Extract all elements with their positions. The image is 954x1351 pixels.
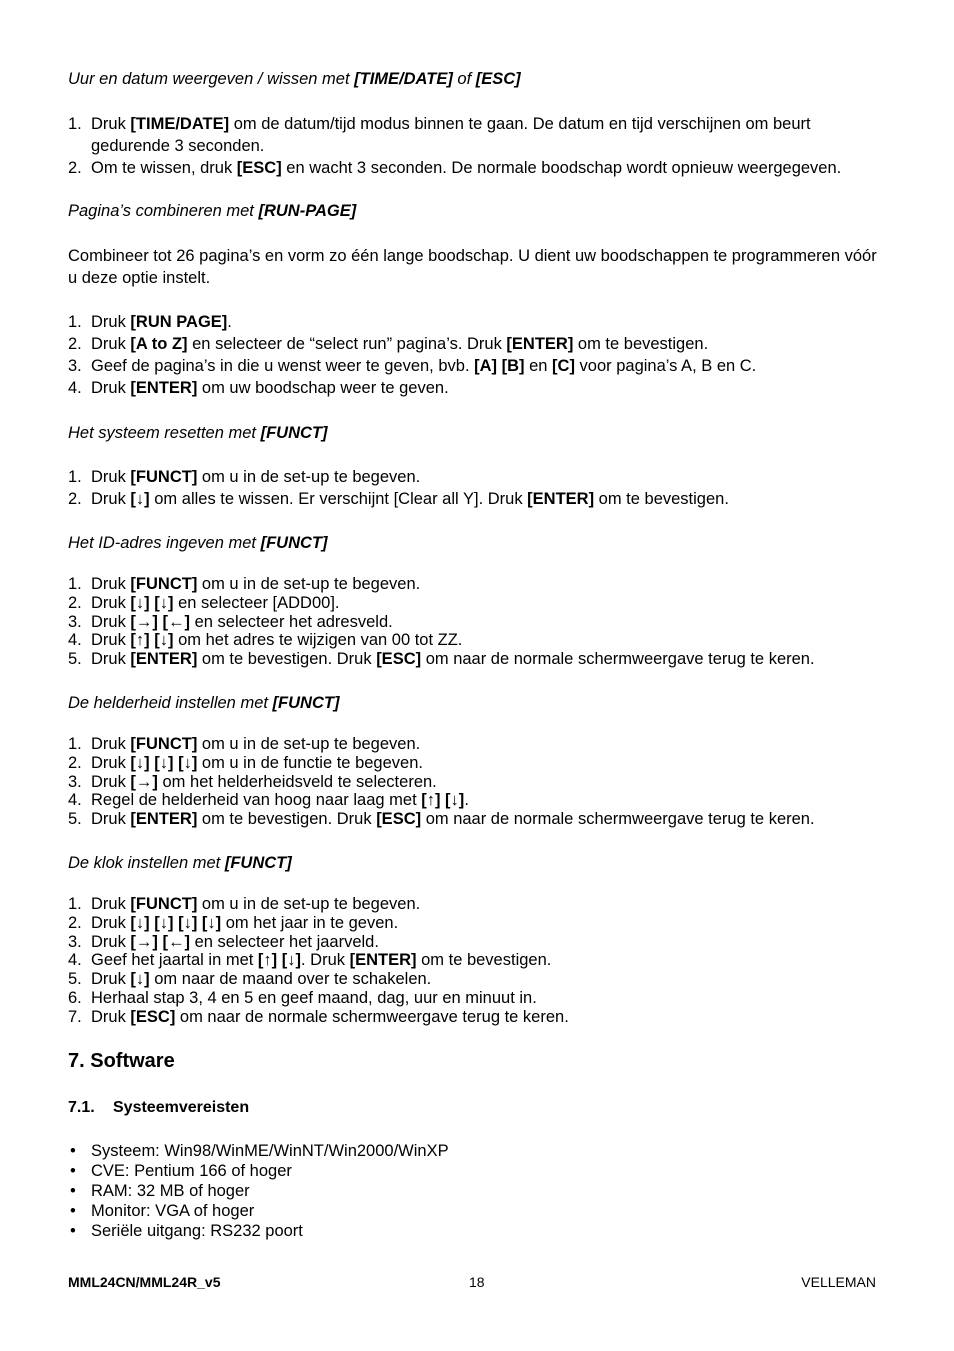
list-item <box>68 113 888 157</box>
list-item-number: 5. <box>68 650 82 669</box>
list-item <box>68 735 888 754</box>
list-item-text: Geef het jaartal in met <box>91 951 258 970</box>
list-item-number: 1. <box>68 895 82 913</box>
list-item-number: 6. <box>68 988 82 1007</box>
list-item-text: [RUN PAGE] <box>130 313 228 331</box>
list-item-text: . <box>227 313 232 331</box>
list-item-text: [A] [B] <box>474 357 525 375</box>
list-item-text: om de datum/tijd modus binnen te gaan. De datum en tijd verschijnen om beurt gedurende 3 seconden. <box>91 115 811 155</box>
steps-time-date <box>68 113 888 179</box>
list-item-text: [ESC] <box>236 159 282 177</box>
list-item-text: om u in de functie te begeven. <box>197 753 423 772</box>
list-item-text: om naar de normale schermweergave terug te keren. <box>421 810 815 829</box>
list-item <box>68 377 888 399</box>
list-item <box>68 810 888 829</box>
list-item <box>68 311 888 333</box>
list-item-text: om het jaar in te geven. <box>221 913 399 932</box>
list-item-text: [A to Z] <box>130 335 188 353</box>
list-item <box>68 355 888 377</box>
footer-model: MML24CN/MML24R_v5 <box>68 1274 221 1290</box>
list-item-text: [↓] [↓] [↓] <box>130 753 198 772</box>
list-item-text: en selecteer [ADD00]. <box>173 593 340 612</box>
list-item-text: om naar de maand over te schakelen. <box>149 970 432 989</box>
list-item <box>68 754 888 773</box>
list-item-text: om te bevestigen. <box>416 951 552 970</box>
list-item-text: [↑] [↓] <box>130 631 174 650</box>
list-item-text: [ENTER] <box>527 490 595 508</box>
list-item: • CVE: Pentium 166 of hoger <box>68 1161 888 1181</box>
list-item-text: om u in de set-up te begeven. <box>197 468 421 486</box>
list-item-text: om het helderheidsveld te selecteren. <box>157 772 437 791</box>
list-item <box>68 333 888 355</box>
list-item-text: . Druk <box>301 951 350 970</box>
list-item: • RAM: 32 MB of hoger <box>68 1181 888 1201</box>
list-item-text: [↑] [↓] <box>421 791 465 810</box>
list-item-text: Druk <box>91 612 131 631</box>
section-heading-clock: De klok instellen met [FUNCT] <box>68 854 292 872</box>
list-item-text: [ENTER] <box>130 650 198 669</box>
steps-id-address <box>68 575 888 669</box>
list-item <box>68 613 888 632</box>
list-item-number: 5. <box>68 810 82 829</box>
list-item-text: om naar de normale schermweergave terug te keren. <box>175 1007 569 1026</box>
list-item-text: en selecteer het adresveld. <box>190 612 393 631</box>
list-item <box>68 466 888 488</box>
list-item-text: Druk <box>91 932 131 951</box>
list-item-text: en wacht 3 seconden. De normale boodschap wordt opnieuw weergegeven. <box>281 159 842 177</box>
list-item-text: . <box>464 791 469 810</box>
list-item-text: om u in de set-up te begeven. <box>197 575 421 593</box>
list-item-text: Druk <box>91 1007 131 1026</box>
list-item-text: [ESC] <box>376 810 422 829</box>
list-item <box>68 933 888 952</box>
list-item-text: om te bevestigen. Druk <box>197 810 377 829</box>
list-item-text: [FUNCT] <box>130 735 198 753</box>
list-item-text: Regel de helderheid van hoog naar laag met <box>91 791 422 810</box>
list-item <box>68 575 888 594</box>
section-heading-brightness: De helderheid instellen met [FUNCT] <box>68 694 340 712</box>
steps-brightness <box>68 735 888 829</box>
subsection-title-system-requirements: 7.1. Systeemvereisten <box>68 1099 250 1116</box>
list-item-text: om te bevestigen. Druk <box>197 650 377 669</box>
list-item <box>68 631 888 650</box>
requirements-list <box>68 1141 888 1241</box>
list-item-text: om naar de normale schermweergave terug te keren. <box>421 650 815 669</box>
list-item-text: om alles te wissen. Er verschijnt [Clear all Y]. Druk <box>149 490 528 508</box>
list-item-number: 3. <box>68 612 82 631</box>
section-heading-run-page: Pagina’s combineren met [RUN-PAGE] <box>68 202 357 220</box>
list-item-text: Om te wissen, druk <box>91 159 237 177</box>
list-item-text: [ENTER] <box>349 951 417 970</box>
list-item-number: 4. <box>68 379 82 397</box>
list-item <box>68 914 888 933</box>
list-item-text: Druk <box>91 379 131 397</box>
list-item-number: 1. <box>68 115 82 133</box>
list-item-text: Druk <box>91 810 131 829</box>
list-item <box>68 895 888 914</box>
section-heading-id-address: Het ID-adres ingeven met [FUNCT] <box>68 534 328 552</box>
list-item-text: Druk <box>91 753 131 772</box>
section-title-software: 7. Software <box>68 1050 175 1072</box>
list-item-text: [ENTER] <box>506 335 574 353</box>
list-item-text: [TIME/DATE] <box>130 115 230 133</box>
list-item-number: 4. <box>68 951 82 970</box>
list-item-text: om uw boodschap weer te geven. <box>197 379 449 397</box>
run-page-intro: Combineer tot 26 pagina’s en vorm zo één lange boodschap. U dient uw boodschappen te programmeren vóór u deze optie instelt. <box>68 247 877 287</box>
list-item-text: [C] <box>552 357 575 375</box>
list-item-text: Druk <box>91 575 131 593</box>
list-item-text: Druk <box>91 593 131 612</box>
list-item <box>68 773 888 792</box>
list-item-number: 1. <box>68 313 82 331</box>
list-item-text: Druk <box>91 115 131 133</box>
list-item-text: om u in de set-up te begeven. <box>197 895 421 913</box>
list-item-text: Druk <box>91 913 131 932</box>
list-item-text: Druk <box>91 335 131 353</box>
list-item-number: 7. <box>68 1007 82 1026</box>
list-item <box>68 989 888 1008</box>
footer-brand: VELLEMAN <box>801 1274 876 1290</box>
list-item: • Seriële uitgang: RS232 poort <box>68 1221 888 1241</box>
list-item-text: om het adres te wijzigen van 00 tot ZZ. <box>173 631 463 650</box>
section-heading-reset: Het systeem resetten met [FUNCT] <box>68 424 328 442</box>
list-item <box>68 791 888 810</box>
list-item <box>68 970 888 989</box>
list-item-text: [↓] [↓] [↓] [↓] <box>130 913 222 932</box>
list-item: • Systeem: Win98/WinME/WinNT/Win2000/WinXP <box>68 1141 888 1161</box>
list-item <box>68 594 888 613</box>
list-item <box>68 951 888 970</box>
list-item-number: 2. <box>68 753 82 772</box>
list-item-text: [FUNCT] <box>130 575 198 593</box>
list-item-text: [FUNCT] <box>130 468 198 486</box>
list-item-text: [FUNCT] <box>130 895 198 913</box>
list-item-text: voor pagina’s A, B en C. <box>574 357 757 375</box>
list-item-number: 5. <box>68 970 82 989</box>
footer-page-number: 18 <box>469 1274 485 1290</box>
list-item-text: [↓] <box>130 490 150 508</box>
list-item-text: [↓] [↓] <box>130 593 174 612</box>
list-item-text: [→] [←] <box>130 612 190 631</box>
list-item <box>68 650 888 669</box>
list-item-number: 1. <box>68 575 82 593</box>
list-item-number: 3. <box>68 932 82 951</box>
steps-run-page <box>68 311 888 399</box>
list-item-text: en selecteer de “select run” pagina’s. Druk <box>187 335 507 353</box>
list-item-text: om te bevestigen. <box>573 335 709 353</box>
steps-clock <box>68 895 888 1027</box>
list-item-number: 1. <box>68 468 82 486</box>
list-item: • Monitor: VGA of hoger <box>68 1201 888 1221</box>
list-item-text: [ESC] <box>130 1007 176 1026</box>
list-item-text: Druk <box>91 313 131 331</box>
list-item-text: Druk <box>91 650 131 669</box>
list-item-text: en <box>524 357 553 375</box>
list-item-number: 2. <box>68 913 82 932</box>
list-item-text: [ENTER] <box>130 810 198 829</box>
list-item-text: [→] <box>130 772 158 791</box>
list-item-text: Druk <box>91 970 131 989</box>
list-item-text: Druk <box>91 772 131 791</box>
list-item-text: Druk <box>91 895 131 913</box>
list-item-text: en selecteer het jaarveld. <box>190 932 379 951</box>
list-item-text: Herhaal stap 3, 4 en 5 en geef maand, dag, uur en minuut in. <box>91 988 537 1007</box>
list-item <box>68 488 888 510</box>
list-item-number: 4. <box>68 631 82 650</box>
list-item <box>68 157 888 179</box>
list-item-number: 4. <box>68 791 82 810</box>
list-item-text: [ENTER] <box>130 379 198 397</box>
list-item-number: 3. <box>68 772 82 791</box>
list-item-number: 2. <box>68 490 82 508</box>
list-item-text: Druk <box>91 631 131 650</box>
steps-reset <box>68 466 888 510</box>
list-item <box>68 1008 888 1027</box>
list-item-text: om te bevestigen. <box>594 490 729 508</box>
list-item-text: Geef de pagina’s in die u wenst weer te geven, bvb. <box>91 357 475 375</box>
list-item-number: 1. <box>68 735 82 753</box>
list-item-text: [↑] [↓] <box>257 951 301 970</box>
list-item-number: 2. <box>68 593 82 612</box>
list-item-text: Druk <box>91 735 131 753</box>
list-item-text: [→] [←] <box>130 932 190 951</box>
section-heading-time-date: Uur en datum weergeven / wissen met [TIME/DATE] of [ESC] <box>68 70 521 88</box>
list-item-text: [ESC] <box>376 650 422 669</box>
list-item-number: 2. <box>68 335 82 353</box>
list-item-text: om u in de set-up te begeven. <box>197 735 421 753</box>
list-item-text: Druk <box>91 468 131 486</box>
list-item-number: 2. <box>68 159 82 177</box>
list-item-text: Druk <box>91 490 131 508</box>
list-item-number: 3. <box>68 357 82 375</box>
list-item-text: [↓] <box>130 970 150 989</box>
